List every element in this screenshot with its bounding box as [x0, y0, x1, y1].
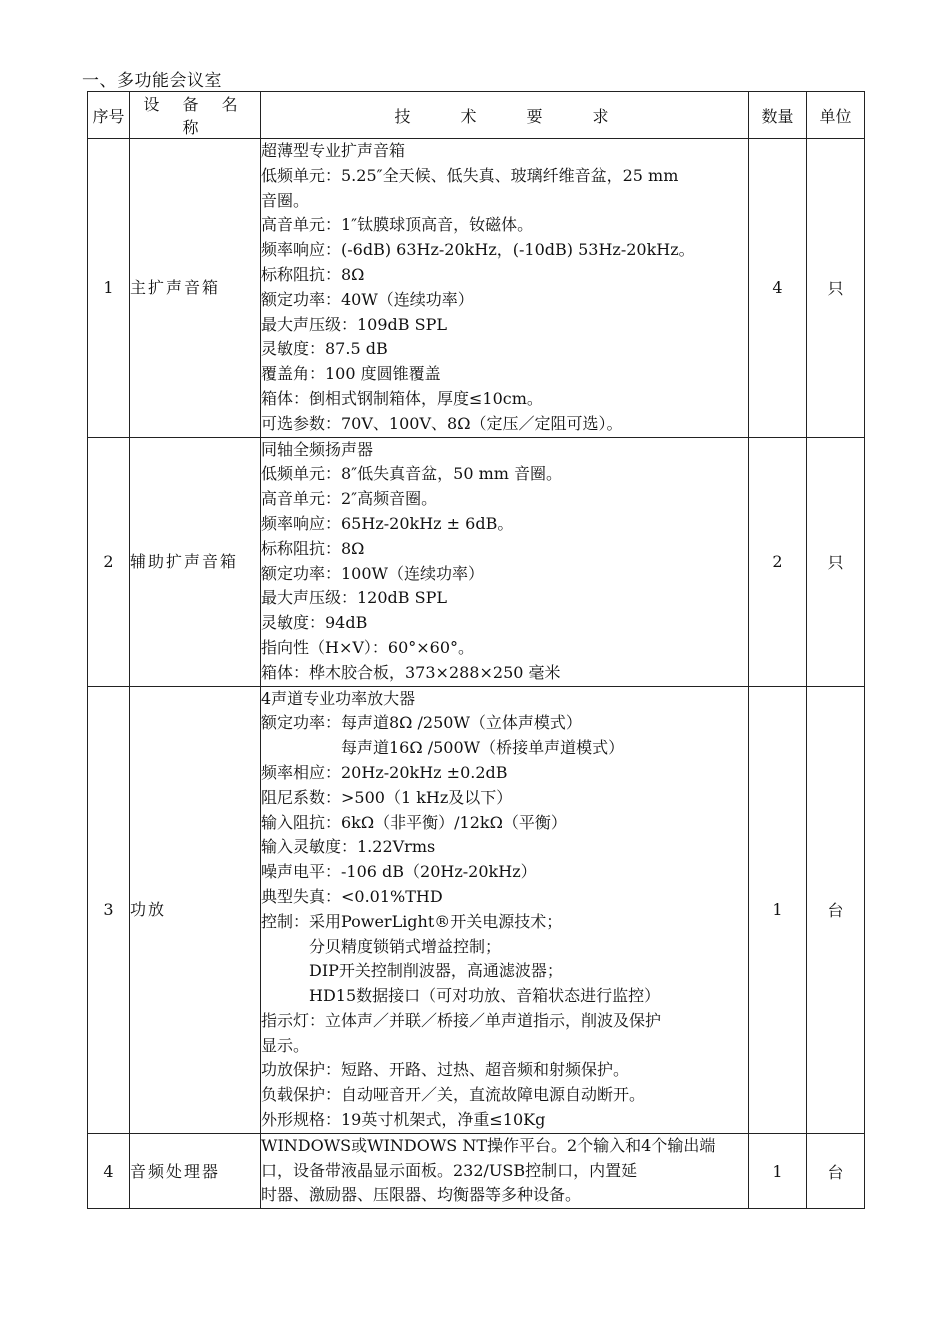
equipment-name: 辅助扩声音箱 [130, 437, 261, 686]
spec-line: 指向性（H×V）：60°×60°。 [261, 637, 475, 657]
unit: 只 [807, 139, 865, 438]
equipment-name: 主扩声音箱 [130, 139, 261, 438]
spec-line: 灵敏度：94dB [261, 613, 368, 633]
spec-line: 额定功率：40W（连续功率） [261, 289, 474, 309]
spec-line: 标称阻抗：8Ω [261, 264, 365, 284]
header-spec: 技 术 要 求 [261, 92, 749, 139]
spec-line: 口，设备带液晶显示面板。232/USB控制口，内置延 [261, 1160, 638, 1180]
spec-line: 额定功率：每声道8Ω /250W（立体声模式） [261, 713, 582, 733]
quantity: 1 [749, 686, 807, 1133]
equipment-name: 音频处理器 [130, 1133, 261, 1208]
unit: 台 [807, 686, 865, 1133]
spec-line: 时器、激励器、压限器、均衡器等多种设备。 [261, 1185, 582, 1205]
header-unit: 单位 [807, 92, 865, 139]
spec-line: 标称阻抗：8Ω [261, 538, 365, 558]
spec-line: 噪声电平：-106 dB（20Hz-20kHz） [261, 862, 537, 882]
table-row [88, 139, 865, 438]
spec-line: 显示。 [261, 1035, 310, 1055]
spec-line: 频率响应：65Hz-20kHz ± 6dB。 [261, 513, 514, 533]
spec-line: 音圈。 [261, 190, 310, 210]
spec-line: DIP开关控制削波器，高通滤波器； [261, 961, 563, 981]
spec-line: 典型失真：<0.01%THD [261, 886, 443, 906]
spec-line: 输入灵敏度：1.22Vrms [261, 837, 436, 857]
spec-line: 箱体：桦木胶合板，373×288×250 毫米 [261, 662, 561, 682]
table-body [88, 139, 865, 1209]
spec-line: 覆盖角：100 度圆锥覆盖 [261, 364, 441, 384]
spec-line: 同轴全频扬声器 [261, 439, 374, 459]
spec-line: 最大声压级：109dB SPL [261, 314, 447, 334]
spec-line: 箱体：倒相式钢制箱体，厚度≤10cm。 [261, 388, 543, 408]
spec-line: 输入阻抗：6kΩ（非平衡）/12kΩ（平衡） [261, 812, 567, 832]
quantity: 4 [749, 139, 807, 438]
technical-requirements [261, 437, 749, 686]
technical-requirements [261, 1133, 749, 1208]
spec-line: 高音单元：1″钛膜球顶高音，钕磁体。 [261, 215, 534, 235]
spec-line: 外形规格：19英寸机架式，净重≤10Kg [261, 1110, 546, 1130]
row-number: 4 [88, 1133, 130, 1208]
spec-line: 可选参数：70V、100V、8Ω（定压／定阻可选）。 [261, 413, 623, 433]
table-row [88, 686, 865, 1133]
spec-line: 低频单元：8″低失真音盆，50 mm 音圈。 [261, 464, 563, 484]
spec-line: 额定功率：100W（连续功率） [261, 563, 484, 583]
technical-requirements [261, 686, 749, 1133]
quantity: 2 [749, 437, 807, 686]
table-row [88, 437, 865, 686]
spec-line: 最大声压级：120dB SPL [261, 588, 447, 608]
header-qty: 数量 [749, 92, 807, 139]
spec-line: 4声道专业功率放大器 [261, 688, 416, 708]
spec-line: 功放保护：短路、开路、过热、超音频和射频保护。 [261, 1060, 630, 1080]
spec-line: 低频单元：5.25″全天候、低失真、玻璃纤维音盆，25 mm [261, 165, 679, 185]
header-no: 序号 [88, 92, 130, 139]
spec-line: HD15数据接口（可对功放、音箱状态进行监控） [261, 986, 661, 1006]
row-number: 1 [88, 139, 130, 438]
row-number: 2 [88, 437, 130, 686]
spec-line: 频率响应：(-6dB) 63Hz-20kHz，(-10dB) 53Hz-20kHz。 [261, 240, 695, 260]
header-row [88, 92, 865, 139]
spec-line: 灵敏度：87.5 dB [261, 339, 388, 359]
spec-line: 控制：采用PowerLight®开关电源技术； [261, 911, 563, 931]
spec-line: 阻尼系数：>500（1 kHz及以下） [261, 787, 513, 807]
row-number: 3 [88, 686, 130, 1133]
spec-line: WINDOWS或WINDOWS NT操作平台。2个输入和4个输出端 [261, 1135, 716, 1155]
spec-line: 高音单元：2″高频音圈。 [261, 489, 438, 509]
section-title: 一、多功能会议室 [82, 71, 222, 91]
spec-line: 频率相应：20Hz-20kHz ±0.2dB [261, 762, 508, 782]
equipment-spec-table [87, 91, 865, 1209]
spec-line: 超薄型专业扩声音箱 [261, 141, 406, 160]
spec-line: 分贝精度锁销式增益控制； [261, 936, 502, 956]
spec-line: 负载保护：自动哑音开／关，直流故障电源自动断开。 [261, 1085, 646, 1105]
table-row [88, 1133, 865, 1208]
technical-requirements [261, 139, 749, 438]
unit: 只 [807, 437, 865, 686]
quantity: 1 [749, 1133, 807, 1208]
spec-line: 指示灯：立体声／并联／桥接／单声道指示，削波及保护 [261, 1010, 662, 1030]
spec-line: 每声道16Ω /500W（桥接单声道模式） [261, 738, 625, 758]
equipment-name: 功放 [130, 686, 261, 1133]
header-name: 设 备 名 称 [130, 92, 261, 139]
unit: 台 [807, 1133, 865, 1208]
